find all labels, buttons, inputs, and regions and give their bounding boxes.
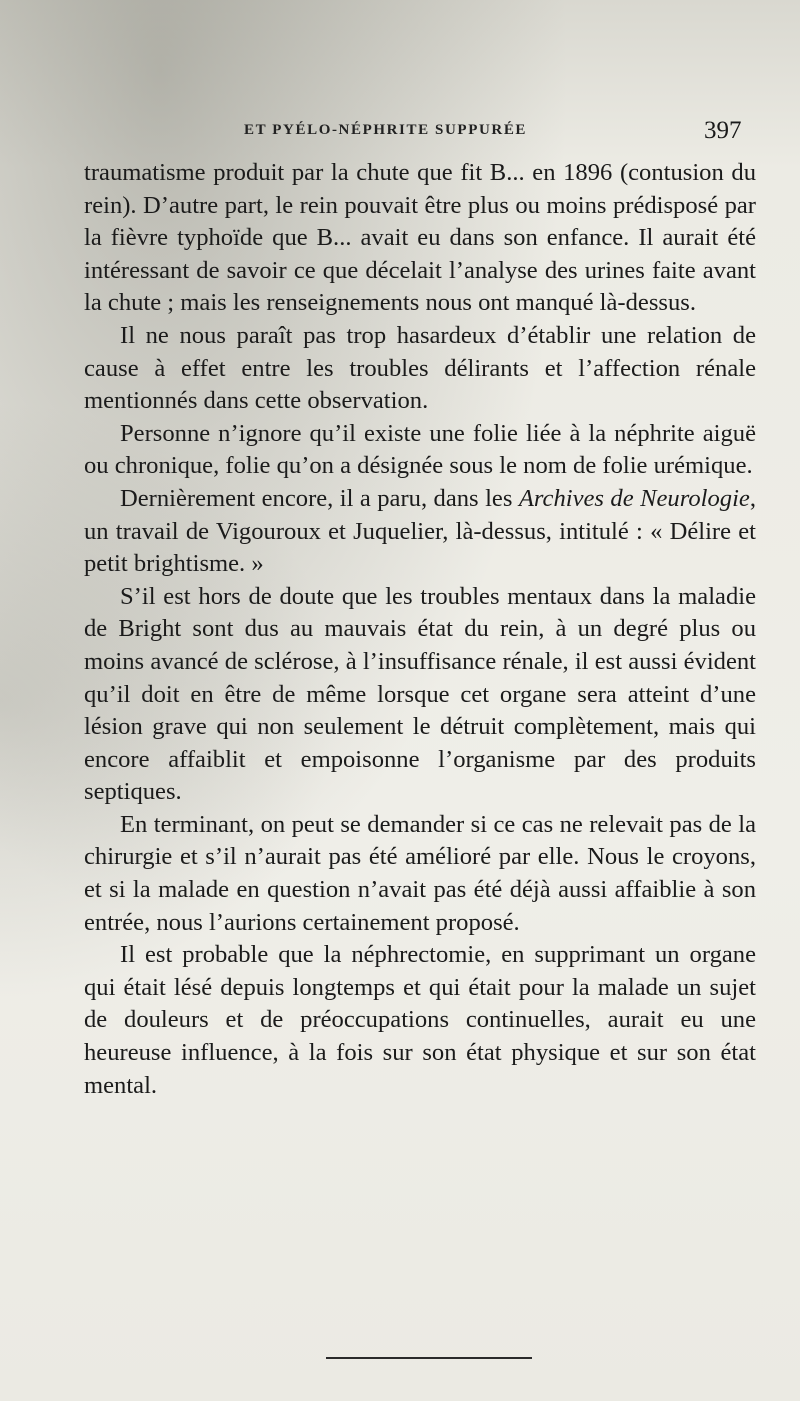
paragraph-chirurgie: En terminant, on peut se demander si ce cas ne relevait pas de la chirurgie et s’il n’aurait pas été amélioré par elle. Nous le croyons, et si la malade en question n’avait pas été déjà aussi affaiblie à son entrée, nous l’aurions certainement proposé. bbox=[84, 810, 756, 936]
journal-title-italic: Archives de Neurologie bbox=[518, 484, 750, 512]
paragraph-archives-after: , un travail de Vigouroux et Juquelier, là-dessus, intitulé : « Délire et petit brightisme. » bbox=[84, 484, 757, 578]
paragraph-archives-neurologie bbox=[84, 483, 756, 581]
page-number: 397 bbox=[704, 117, 742, 144]
body-text bbox=[84, 157, 756, 1102]
running-head: ET PYÉLO-NÉPHRITE SUPPURÉE bbox=[244, 122, 528, 138]
paragraph-maladie-de-bright: S’il est hors de doute que les troubles mentaux dans la maladie de Bright sont dus au mauvais état du rein, à un degré plus ou moins avancé de sclérose, à l’insuffisance rénale, il est aussi évident qu’il doit en être de même lorsque cet organe sera atteint d’une lésion grave qui non seulement le détruit complètement, mais qui encore affaiblit et empoisonne l’organisme par des produits septiques. bbox=[84, 582, 756, 806]
paragraph-continuation: traumatisme produit par la chute que fit B... en 1896 (contusion du rein). D’autre part, le rein pouvait être plus ou moins prédisposé par la fièvre typhoïde que B... avait eu dans son enfance. Il aurait été intéressant de savoir ce que décelait l’analyse des urines faite avant la chute ; mais les renseignements nous ont manqué là-dessus. bbox=[84, 159, 756, 317]
end-rule-divider bbox=[326, 1357, 532, 1359]
paragraph-archives-before: Dernièrement encore, il a paru, dans les bbox=[120, 484, 519, 512]
paragraph-nephrectomie: Il est probable que la néphrectomie, en supprimant un organe qui était lésé depuis longtemps et qui était pour la malade un sujet de douleurs et de préoccupations continuelles, aurait eu une heureuse influence, à la fois sur son état physique et sur son état mental. bbox=[84, 941, 756, 1099]
paragraph-folie-uremique: Personne n’ignore qu’il existe une folie liée à la néphrite aiguë ou chronique, folie qu’on a désignée sous le nom de folie urémique. bbox=[84, 419, 756, 480]
paragraph-relation-cause-effet: Il ne nous paraît pas trop hasardeux d’établir une relation de cause à effet entre les troubles délirants et l’affection rénale mentionnés dans cette observation. bbox=[84, 321, 756, 415]
